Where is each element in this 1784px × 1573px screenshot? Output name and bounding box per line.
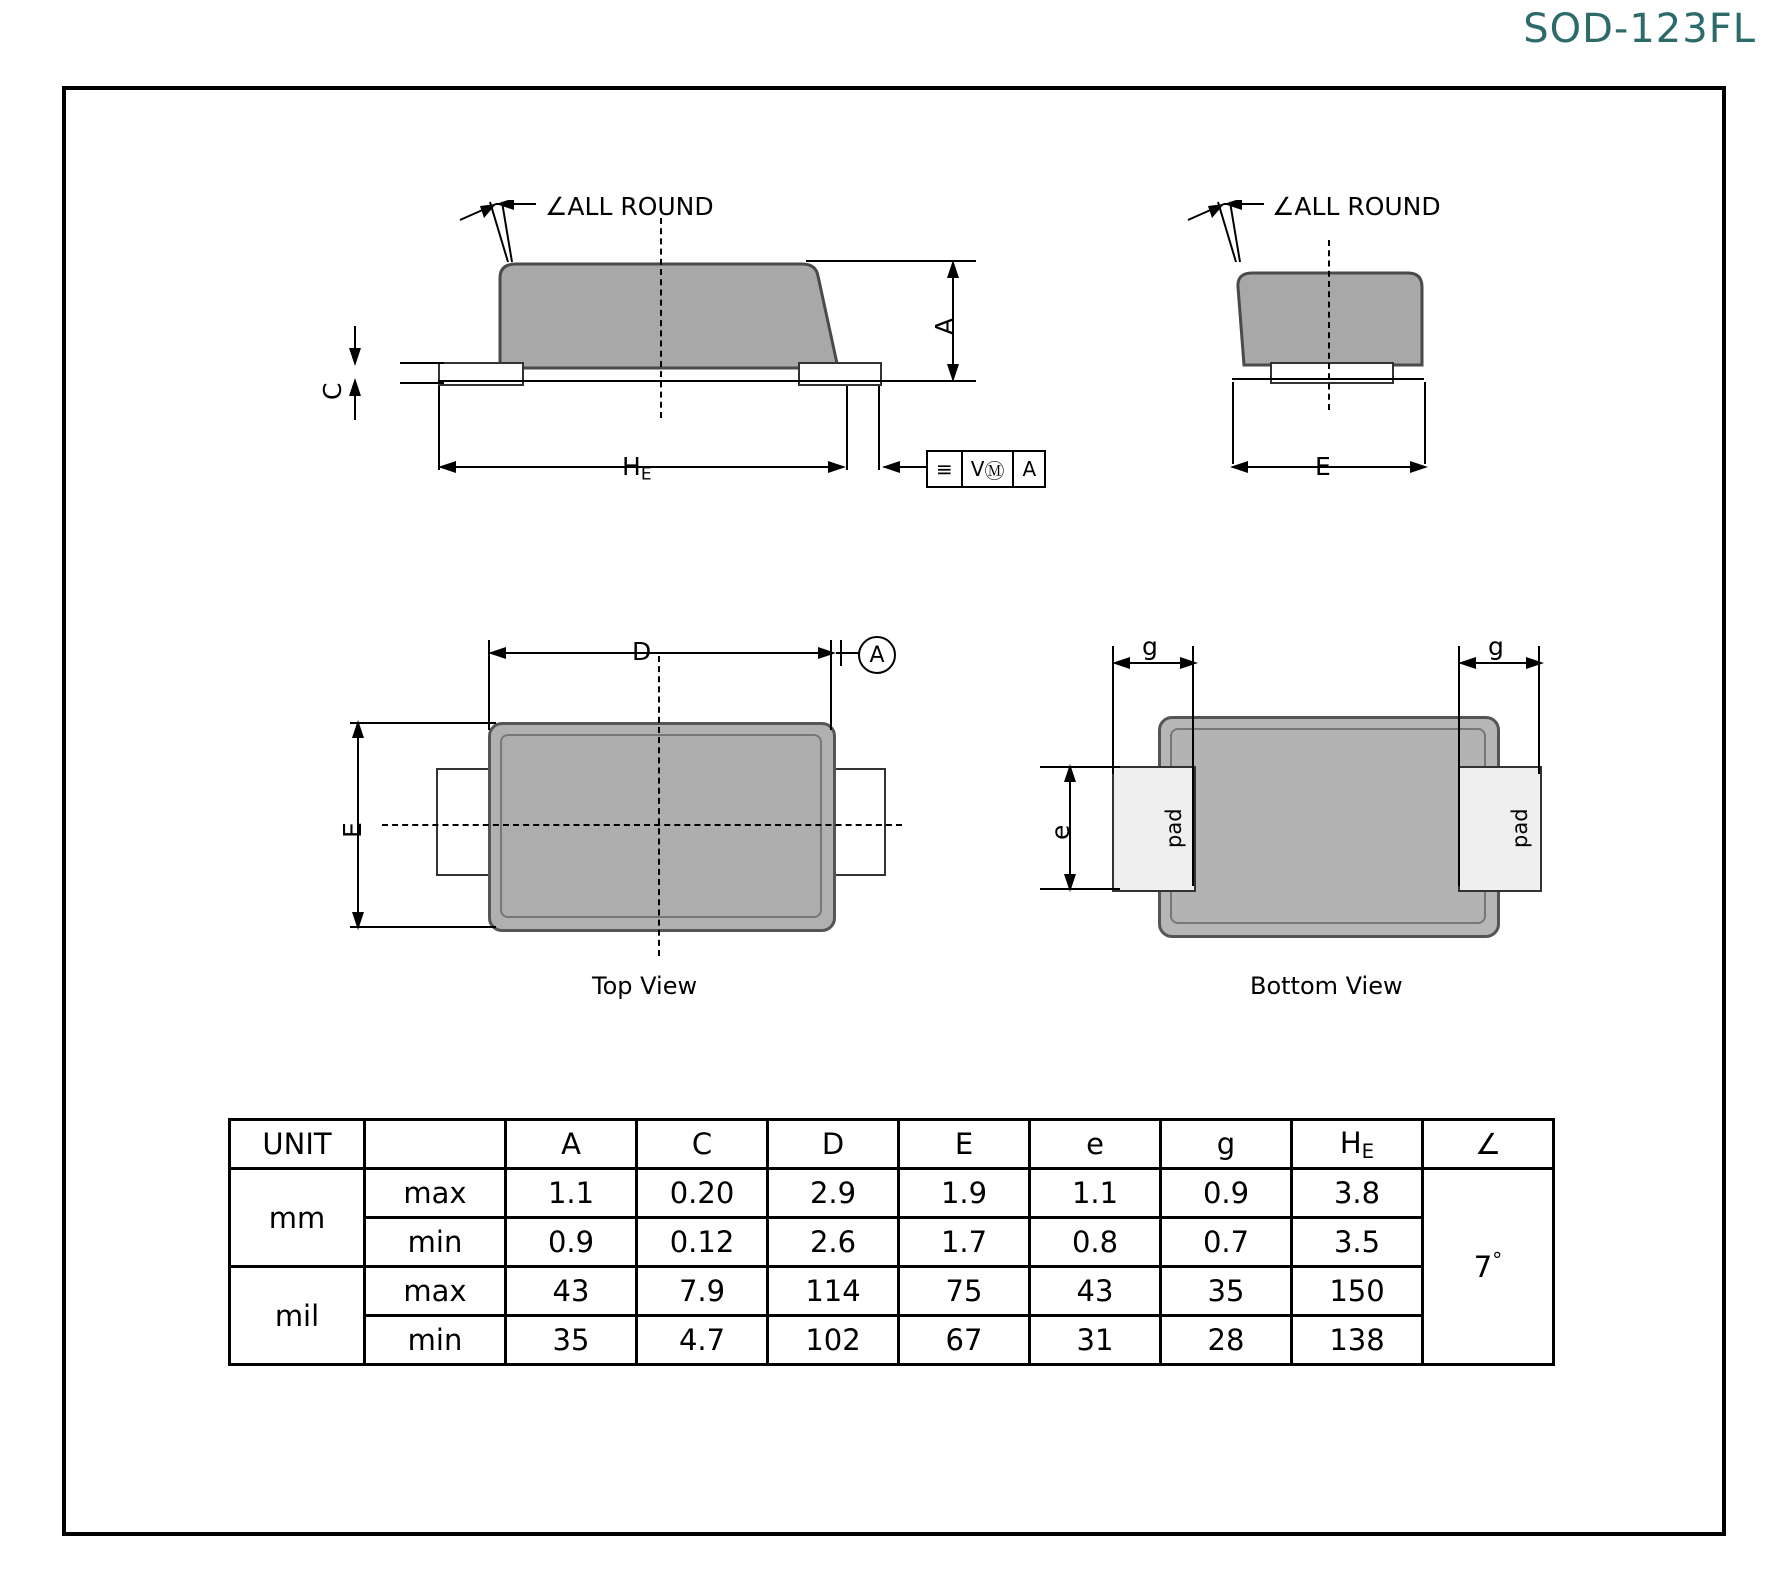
cell-mil-max-e: 43: [1030, 1267, 1161, 1316]
cell-mil-min-D: 102: [768, 1316, 899, 1365]
cell-mil-max-D: 114: [768, 1267, 899, 1316]
dimension-table: [228, 1118, 1555, 1366]
table-header-A: A: [506, 1120, 637, 1169]
cell-mm-max-g: 0.9: [1161, 1169, 1292, 1218]
front-A-label: A: [930, 317, 959, 335]
cell-mm-min-A: 0.9: [506, 1218, 637, 1267]
fcf-datum: A: [1022, 457, 1037, 481]
cell-mil-min-e: 31: [1030, 1316, 1161, 1365]
table-header-row: [230, 1120, 1554, 1169]
cell-mm-max-e: 1.1: [1030, 1169, 1161, 1218]
cell-mil-max-A: 43: [506, 1267, 637, 1316]
table-header-D: D: [768, 1120, 899, 1169]
front-lead-left: [438, 362, 524, 386]
bottom-e-label: e: [1046, 824, 1075, 840]
cell-mm-max-C: 0.20: [637, 1169, 768, 1218]
top-datum-tick: [840, 640, 842, 666]
cell-mil-min-A: 35: [506, 1316, 637, 1365]
front-C-ext-top: [400, 362, 444, 364]
front-HE-label: $H_E$: [622, 452, 652, 485]
table-limit-max: max: [365, 1169, 506, 1218]
cell-mil-min-E: 67: [899, 1316, 1030, 1365]
cell-mil-max-HE: 150: [1292, 1267, 1423, 1316]
feature-control-frame: [926, 450, 1046, 488]
table-header-e: e: [1030, 1120, 1161, 1169]
table-header-angle: ∠: [1423, 1120, 1554, 1169]
table-header-HE: $H_E$: [1292, 1120, 1423, 1169]
top-view-caption: Top View: [592, 972, 698, 1000]
front-centerline: [660, 218, 662, 418]
bottom-pad-right-label: pad: [1508, 808, 1532, 848]
table-row: [230, 1267, 1554, 1316]
front-C-ext-bottom: [400, 382, 444, 384]
bottom-g-left-label: g: [1142, 632, 1158, 661]
top-body-inner: [500, 734, 822, 918]
top-E-label: E: [338, 822, 367, 838]
cell-mm-min-e: 0.8: [1030, 1218, 1161, 1267]
cell-mm-min-D: 2.6: [768, 1218, 899, 1267]
front-lead-right: [798, 362, 882, 386]
page-title: SOD-123FL: [1523, 6, 1756, 52]
table-limit-min: min: [365, 1218, 506, 1267]
bottom-view-caption: Bottom View: [1250, 972, 1403, 1000]
front-C-label: C: [318, 382, 347, 400]
table-header-unit: UNIT: [230, 1120, 365, 1169]
front-all-round-note: ∠ALL ROUND: [545, 192, 714, 221]
bottom-g-left-ext-2: [1192, 646, 1194, 886]
cell-mil-max-E: 75: [899, 1267, 1030, 1316]
table-header-E: E: [899, 1120, 1030, 1169]
side-centerline: [1328, 240, 1330, 410]
front-all-round-leader: [450, 200, 570, 280]
fcf-symbol: ≡: [928, 452, 963, 486]
cell-angle: 7°: [1423, 1169, 1554, 1365]
top-centerline-horizontal: [382, 824, 902, 826]
cell-mil-max-g: 35: [1161, 1267, 1292, 1316]
side-lead-pad: [1270, 362, 1394, 384]
cell-mm-min-C: 0.12: [637, 1218, 768, 1267]
top-D-label: D: [632, 637, 652, 666]
cell-mil-max-C: 7.9: [637, 1267, 768, 1316]
table-header-blank: [365, 1120, 506, 1169]
table-unit-mil: mil: [230, 1267, 365, 1365]
table-limit-max-mil: max: [365, 1267, 506, 1316]
cell-mm-max-A: 1.1: [506, 1169, 637, 1218]
top-centerline-vertical: [658, 656, 660, 956]
cell-mil-min-HE: 138: [1292, 1316, 1423, 1365]
bottom-pad-left-label: pad: [1162, 808, 1186, 848]
table-unit-mm: mm: [230, 1169, 365, 1267]
table-row: [230, 1169, 1554, 1218]
cell-mm-max-D: 2.9: [768, 1169, 899, 1218]
top-D-dim-arrow: [486, 638, 846, 668]
cell-mil-min-g: 28: [1161, 1316, 1292, 1365]
table-row: [230, 1218, 1554, 1267]
cell-mil-min-C: 4.7: [637, 1316, 768, 1365]
cell-mm-min-g: 0.7: [1161, 1218, 1292, 1267]
cell-mm-max-HE: 3.8: [1292, 1169, 1423, 1218]
table-row: [230, 1316, 1554, 1365]
cell-mm-max-E: 1.9: [899, 1169, 1030, 1218]
bottom-body-inner: [1170, 728, 1486, 924]
cell-mm-min-E: 1.7: [899, 1218, 1030, 1267]
cell-mm-min-HE: 3.5: [1292, 1218, 1423, 1267]
table-limit-min-mil: min: [365, 1316, 506, 1365]
fcf-tolerance: V Ⓜ: [963, 452, 1015, 486]
side-E-label: E: [1315, 452, 1331, 481]
table-header-C: C: [637, 1120, 768, 1169]
bottom-g-right-dim-arrow: [1456, 648, 1556, 678]
side-all-round-note: ∠ALL ROUND: [1272, 192, 1441, 221]
bottom-g-right-ext-1: [1458, 646, 1460, 886]
side-all-round-leader: [1178, 200, 1298, 280]
bottom-g-left-dim-arrow: [1110, 648, 1210, 678]
top-datum-A: A: [858, 636, 896, 674]
bottom-g-right-label: g: [1488, 632, 1504, 661]
side-E-dim-arrow: [1228, 452, 1438, 482]
table-header-g: g: [1161, 1120, 1292, 1169]
